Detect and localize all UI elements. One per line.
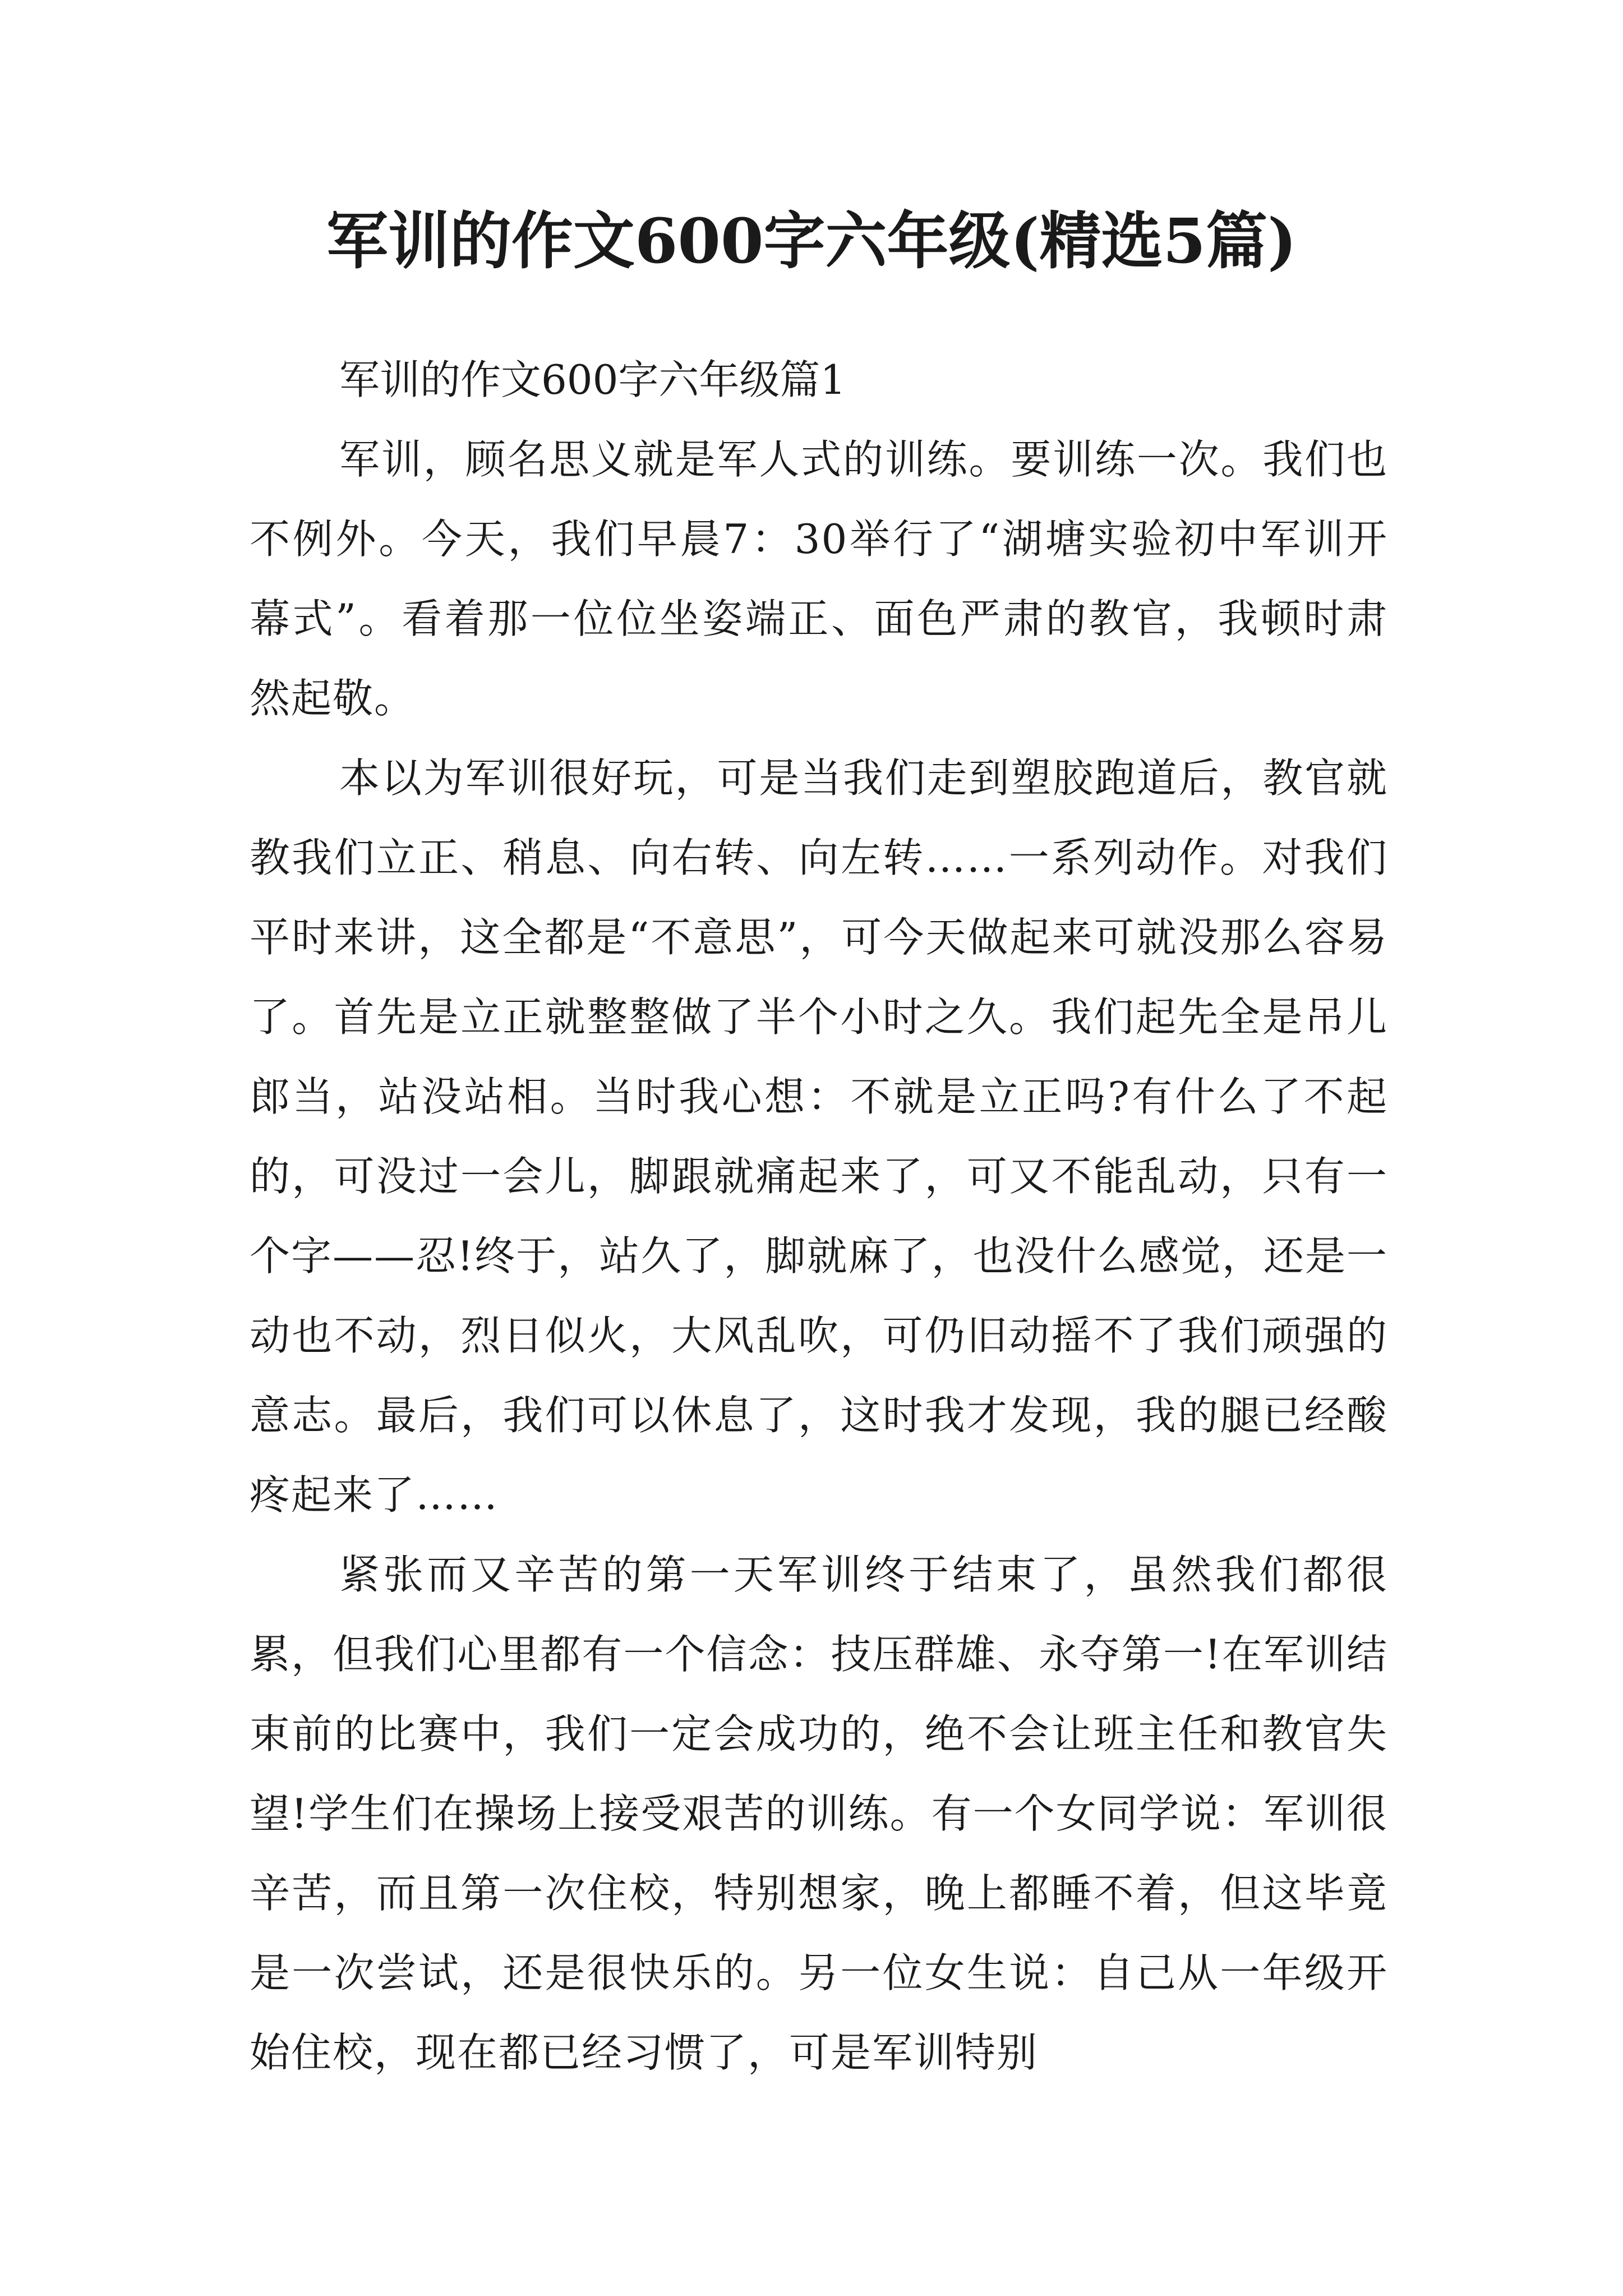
paragraph-3: 紧张而又辛苦的第一天军训终于结束了，虽然我们都很累，但我们心里都有一个信念：技压群雄、永夺第一!在军训结束前的比赛中，我们一定会成功的，绝不会让班主任和教官失望!学生们在操场上接受艰苦的训练。有一个女同学说：军训很辛苦，而且第一次住校，特别想家，晚上都睡不着，但这毕竟是一次尝试，还是很快乐的。另一位女生说：自己从一年级开始住校，现在都已经习惯了，可是军训特别 xyxy=(250,1551,1388,2076)
document-body xyxy=(250,340,1388,2092)
paragraph-1: 军训，顾名思义就是军人式的训练。要训练一次。我们也不例外。今天，我们早晨7：30举行了“湖塘实验初中军训开幕式”。看着那一位位坐姿端正、面色严肃的教官，我顿时肃然起敬。 xyxy=(250,436,1388,722)
paragraph-2: 本以为军训很好玩，可是当我们走到塑胶跑道后，教官就教我们立正、稍息、向右转、向左转……一系列动作。对我们平时来讲，这全都是“不意思”，可今天做起来可就没那么容易了。首先是立正就整整做了半个小时之久。我们起先全是吊儿郎当，站没站相。当时我心想：不就是立正吗?有什么了不起的，可没过一会儿，脚跟就痛起来了，可又不能乱动，只有一个字——忍!终于，站久了，脚就麻了，也没什么感觉，还是一动也不动，烈日似火，大风乱吹，可仍旧动摇不了我们顽强的意志。最后，我们可以休息了，这时我才发现，我的腿已经酸疼起来了…… xyxy=(250,754,1388,1519)
section-heading: 军训的作文600字六年级篇1 xyxy=(339,356,846,403)
document-title: 军训的作文600字六年级(精选5篇) xyxy=(326,205,1297,277)
